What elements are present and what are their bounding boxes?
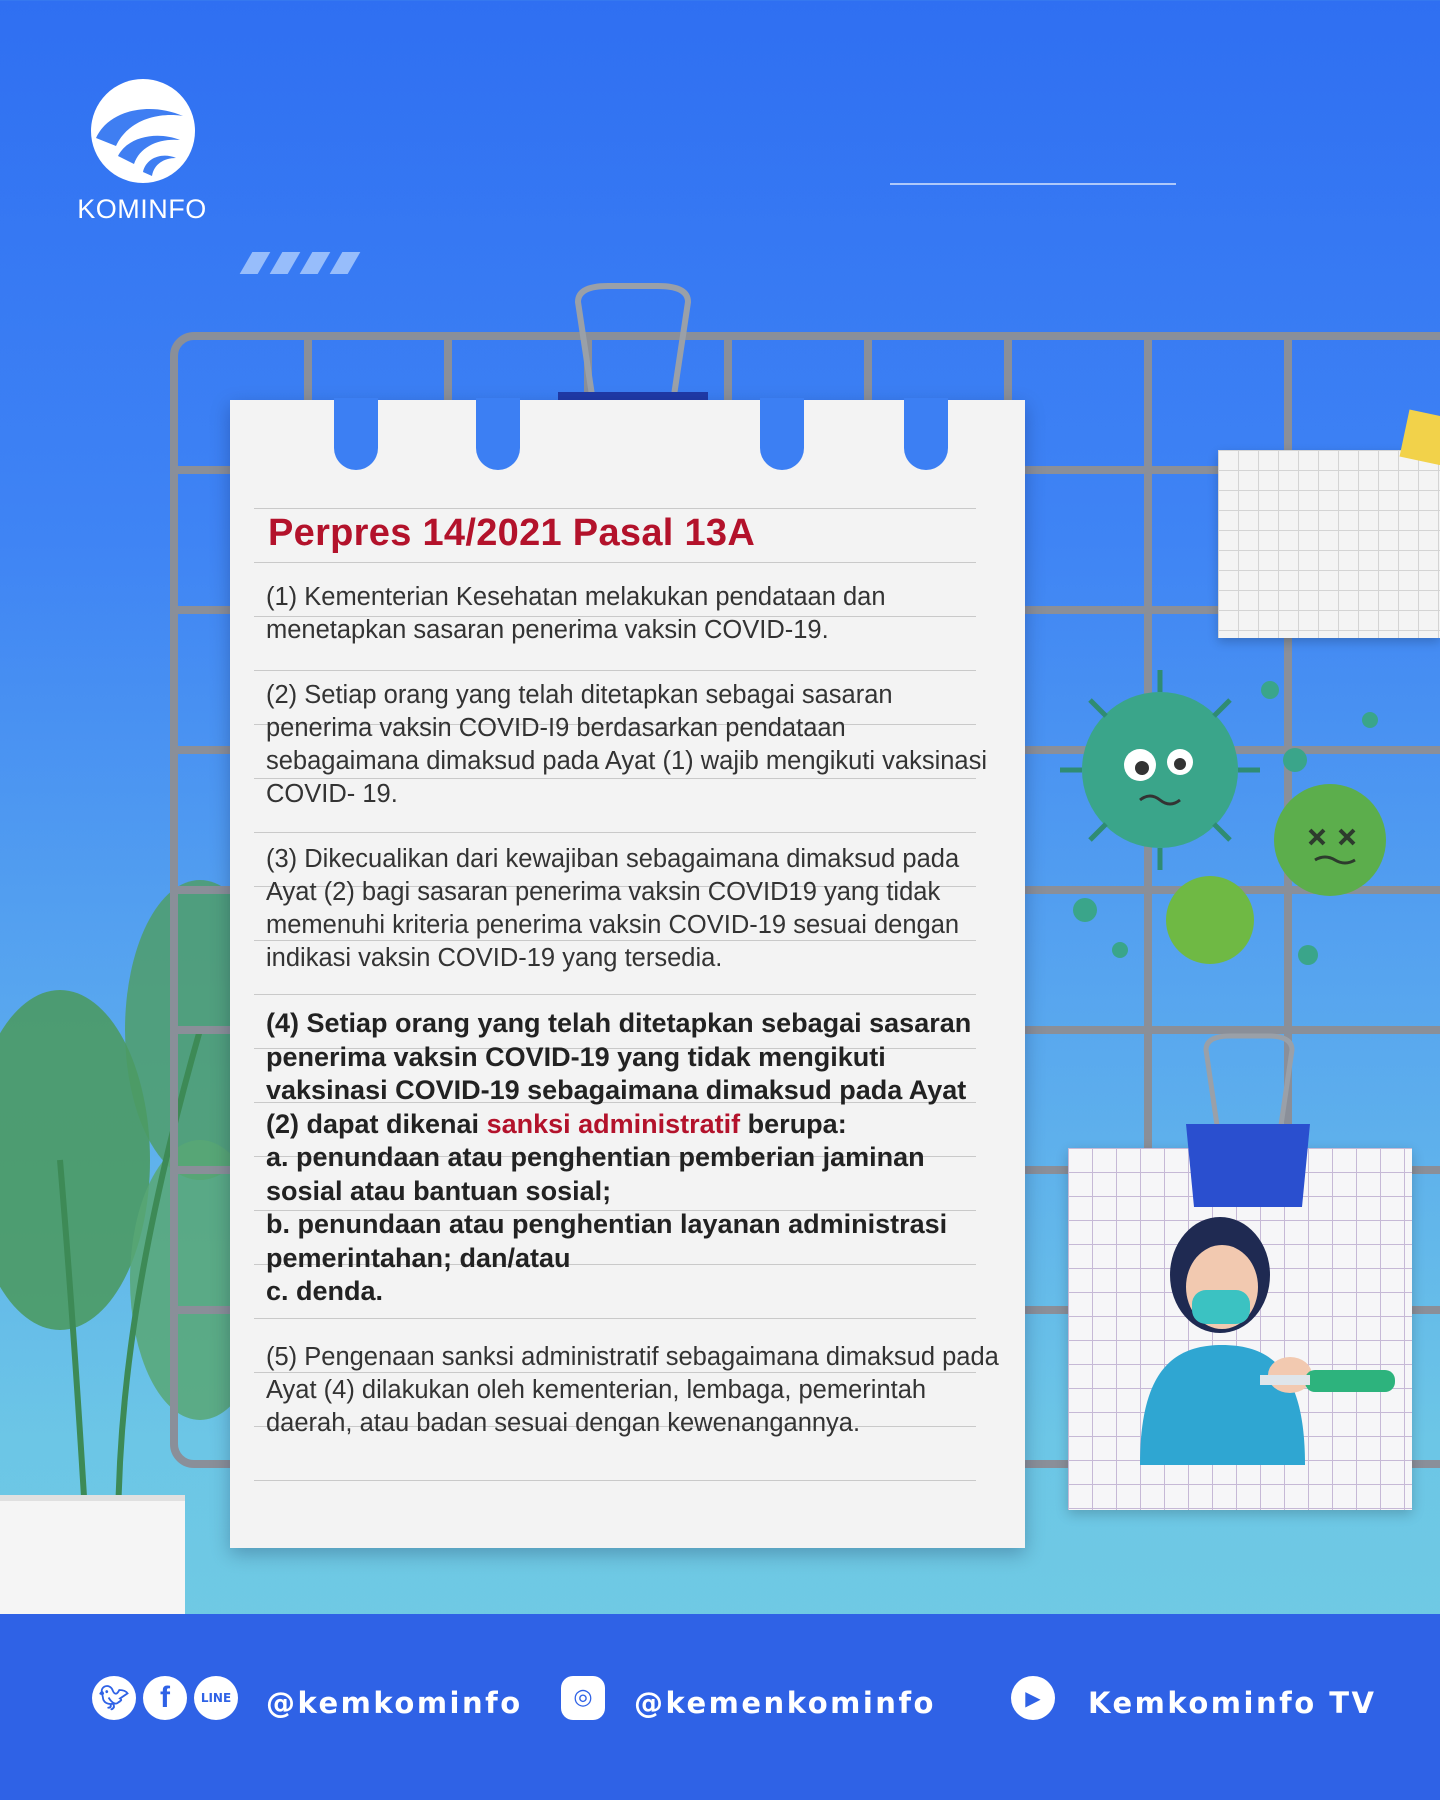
paragraph-4-item-b: b. penundaan atau penghentian layanan administrasi pemerintahan; dan/atau [266, 1209, 948, 1273]
paragraph-4-after: berupa: [747, 1108, 847, 1139]
paper-hole [334, 398, 378, 470]
paragraph-4-intro: (4) Setiap orang yang telah ditetapkan sebagai sasaran penerima vaksin COVID-19 yang tidak mengikuti vaksinasi COVID-19 sebagaimana dimaksud pada Ayat (2) dapat dikenai [266, 1008, 972, 1139]
paragraph-4-item-c: c. denda. [266, 1276, 384, 1306]
logo-text: KOMINFO [77, 194, 207, 224]
handle-kemkominfo[interactable]: @kemkominfo [266, 1686, 523, 1720]
document-title: Perpres 14/2021 Pasal 13A [268, 512, 756, 554]
handle-kemkominfo-tv[interactable]: Kemkominfo TV [1088, 1686, 1377, 1720]
woman-vaccination-illustration [1100, 1195, 1410, 1465]
decorative-stripes [246, 252, 366, 278]
paragraph-4 [266, 1007, 1001, 1309]
paragraph-5: (5) Pengenaan sanksi administratif sebagaimana dimaksud pada Ayat (4) dilakukan oleh kementerian, lembaga, pemerintah daerah, atau badan sesuai dengan kewenangannya. [266, 1342, 999, 1437]
document-paper [230, 400, 1025, 1548]
youtube-icon[interactable]: ▶ [1011, 1676, 1055, 1720]
paragraph-3: (3) Dikecualikan dari kewajiban sebagaimana dimaksud pada Ayat (2) bagi sasaran penerima vaksin COVID19 yang tidak memenuhi kriteria penerima vaksin COVID-19 sesuai dengan indikasi vaksin COVID-19 yang tersedia. [266, 845, 960, 972]
paragraph-4-highlight: sanksi administratif [486, 1108, 741, 1139]
facebook-icon[interactable]: f [143, 1676, 187, 1720]
small-grid-paper [1218, 450, 1440, 638]
binder-clip-small-icon [1178, 1032, 1318, 1207]
document-content [266, 512, 1001, 1472]
decorative-line [890, 183, 1176, 185]
plant-pot [0, 1495, 185, 1621]
paper-hole [904, 398, 948, 470]
paragraph-4-item-a: a. penundaan atau penghentian pemberian jaminan sosial atau bantuan sosial; [266, 1142, 925, 1206]
kominfo-logo-icon [88, 76, 198, 186]
handle-kemenkominfo[interactable]: @kemenkominfo [634, 1686, 936, 1720]
instagram-icon[interactable]: ◎ [561, 1676, 605, 1720]
virus-illustration [1040, 650, 1440, 1000]
paper-hole [760, 398, 804, 470]
footer-social-bar [0, 1614, 1440, 1800]
paper-hole [476, 398, 520, 470]
line-icon[interactable]: LINE [194, 1676, 238, 1720]
twitter-icon[interactable]: 🐦︎ [92, 1676, 136, 1720]
paragraph-2: (2) Setiap orang yang telah ditetapkan sebagai sasaran penerima vaksin COVID-I9 berdasarkan pendataan sebagaimana dimaksud pada Ayat (1) wajib mengikuti vaksinasi COVID- 19. [266, 681, 988, 808]
paragraph-1: (1) Kementerian Kesehatan melakukan pendataan dan menetapkan sasaran penerima vaksin COVID-19. [266, 583, 886, 644]
